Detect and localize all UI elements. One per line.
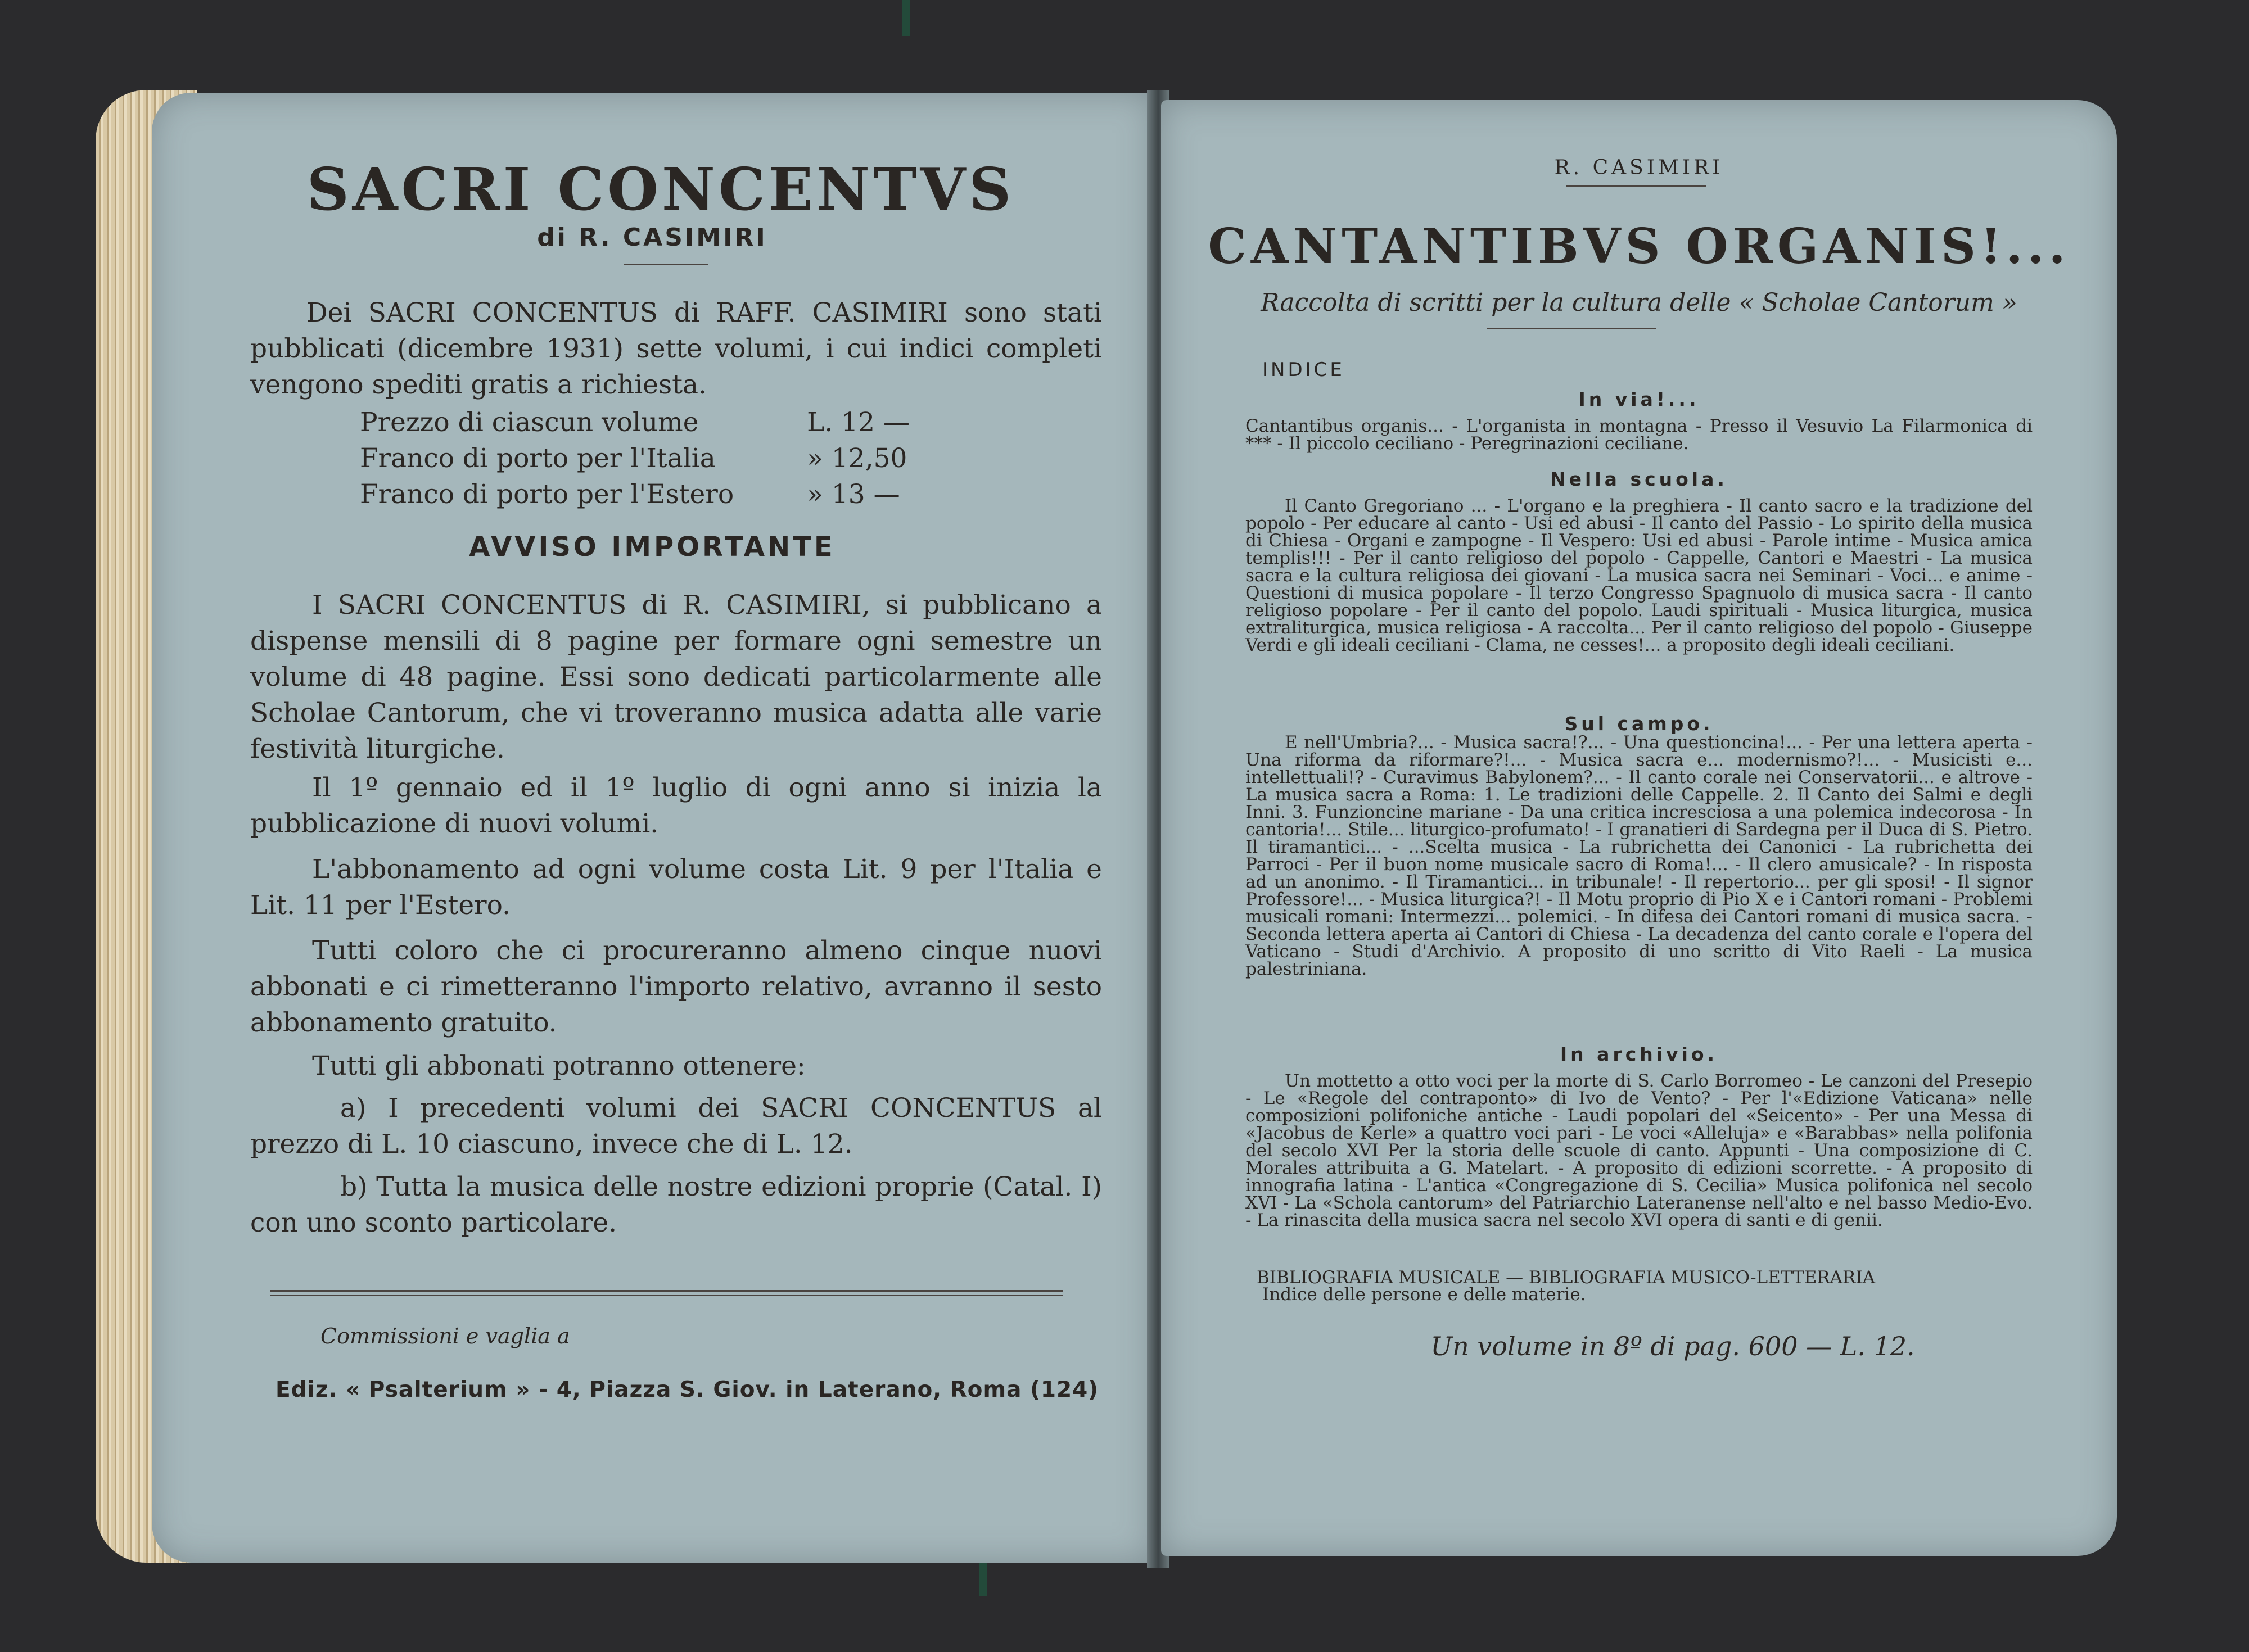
section-text: Un mottetto a otto voci per la morte di S. Carlo Borromeo - Le canzoni del Presepio - Le «Regole del contraponto» di Ivo de Vento? - Per l'«Edizione Vaticana» nelle composizioni polifoniche antiche - Laudi popolari del «Seicento» - Per una Messa di «Jacobus de Kerle» a quattro voci pari - Le voci «Alleluja» e «Barabbas» nella polifonia del secolo XVI Per la storia delle scuole di canto. Appunti - Una composizione di C. Morales attribuita a G. Matelart. - A proposito di edizioni scorrette. - A proposito di innografia latina - L'antica «Congregazione di S. Cecilia» Musica polifonica nel secolo XVI - La «Schola cantorum» del Patriarchio Lateranense nell'alto e nel basso Medio-Evo. - La rinascita della musica sacra nel secolo XVI opera di santi e di genii. xyxy=(1245,1071,2033,1230)
left-title: SACRI CONCENTVS xyxy=(306,155,1015,224)
indice-persone-line: Indice delle persone e delle materie. xyxy=(1262,1284,1586,1305)
price-value: » 13 — xyxy=(807,479,900,510)
item-b: b) Tutta la musica delle nostre edizioni proprie (Catal. I) con uno sconto particolare. xyxy=(250,1171,1102,1238)
left-page xyxy=(152,93,1153,1563)
price-table xyxy=(360,405,910,513)
section-heading: Sul campo. xyxy=(1564,713,1714,735)
paragraph-ottenere: Tutti gli abbonati potranno ottenere: xyxy=(312,1051,806,1081)
section-text: Il Canto Gregoriano ... - L'organo e la preghiera - Il canto sacro e la tradizione del popolo - Per educare al canto - Usi ed abusi - Il canto del Passio - Lo spirito della musica di Chiesa - Organi e zampogne - Il Vespero: Usi ed abusi - Parole intime - Musica amica templis!!! - Per il canto religioso del popolo - Cappelle, Cantori e Maestri - La musica sacra e la cultura religiosa dei giovani - La musica sacra nei Seminari - Voci... e anime - Questioni di musica popolare - Il terzo Congresso Spagnuolo di musica sacra - Il canto religioso popolare - Per il canto del popolo. Laudi spirituali - Musica liturgica, musica extraliturgica, musica religiosa - A raccolta... Per il canto religioso del popolo - Giuseppe Verdi e gli ideali ceciliani - Clama, ne cesses!... a proposito degli ideali ceciliani. xyxy=(1245,496,2033,655)
commissioni-label: Commissioni e vaglia a xyxy=(320,1324,570,1348)
subtitle-rule xyxy=(1487,328,1656,329)
price-row xyxy=(360,477,910,513)
bookmark-ribbon-top xyxy=(902,0,910,36)
item-a: a) I precedenti volumi dei SACRI CONCENTUS al prezzo di L. 10 ciascuno, invece che di L. 12. xyxy=(250,1093,1102,1160)
price-row xyxy=(360,405,910,441)
bookmark-ribbon-bottom xyxy=(979,1563,987,1596)
price-row xyxy=(360,441,910,477)
section-heading: Nella scuola. xyxy=(1550,468,1728,490)
double-rule xyxy=(270,1290,1063,1296)
price-label: Franco di porto per l'Italia xyxy=(360,443,716,474)
right-page xyxy=(1161,100,2117,1556)
volume-info: Un volume in 8º di pag. 600 — L. 12. xyxy=(1430,1331,1915,1361)
section-text: Cantantibus organis... - L'organista in montagna - Presso il Vesuvio La Filarmonica di *** - Il piccolo ceciliano - Peregrinazioni ceciliane. xyxy=(1245,416,2033,454)
left-subtitle: di R. CASIMIRI xyxy=(537,223,767,252)
section-heading: In archivio. xyxy=(1560,1043,1718,1065)
title-rule xyxy=(624,264,708,265)
avviso-heading: AVVISO IMPORTANTE xyxy=(469,531,836,563)
price-value: L. 12 — xyxy=(807,407,910,438)
paragraph-gennaio: Il 1º gennaio ed il 1º luglio di ogni anno si inizia la pubblicazione di nuovi volumi. xyxy=(250,772,1102,839)
intro-paragraph: Dei SACRI CONCENTUS di RAFF. CASIMIRI sono stati pubblicati (dicembre 1931) sette volumi, i cui indici completi vengono spediti gratis a richiesta. xyxy=(250,297,1102,400)
paragraph-abbonamento: L'abbonamento ad ogni volume costa Lit. 9 per l'Italia e Lit. 11 per l'Estero. xyxy=(250,854,1102,921)
price-label: Franco di porto per l'Estero xyxy=(360,479,734,510)
publisher-address: Ediz. « Psalterium » - 4, Piazza S. Giov. in Laterano, Roma (124) xyxy=(276,1377,1099,1402)
right-title: CANTANTIBVS ORGANIS!... xyxy=(1208,218,2070,275)
price-value: » 12,50 xyxy=(807,443,907,474)
section-text: E nell'Umbria?... - Musica sacra!?... - Una questioncina!... - Per una lettera aperta - Una riforma da riformare?!... - Musica sacra e... modernismo?!... - Musicisti e... intellettuali!? - Curavimus Babylonem?... - Il canto corale nei Conservatorii... e altrove - La musica sacra a Roma: 1. Le tradizioni delle Cappelle. 2. Il Canto dei Salmi e degli Inni. 3. Funzioncine mariane - Da una critica incresciosa a una polemica indecorosa - In cantoria!... Stile... liturgico-profumato! - I granatieri di Sardegna per il Duca di S. Pietro. Il tiramantici... - ...Scelta musica - La rubrichetta dei Canonici - La rubrichetta dei Parroci - Per il buon nome musicale sacro di Roma!... - Il clero amusicale? - In risposta ad un anonimo. - Il Tiramantici... in tribunale! - Il repertorio... per gli sposi! - Il signor Professore!... - Musica liturgica?! - Il Motu proprio di Pio X e i Cantori romani - Problemi musicali romani: Intermezzi... polemici. - In difesa dei Cantori romani di musica sacra. - Seconda lettera aperta ai Cantori di Chiesa - La decadenza del canto corale e l'opera del Vaticano - Studi d'Archivio. A proposito di uno scritto di Vito Raeli - La musica palestriniana. xyxy=(1245,732,2033,979)
paragraph-cinque: Tutti coloro che ci procureranno almeno cinque nuovi abbonati e ci rimetteranno l'importo relativo, avranno il sesto abbonamento gratuito. xyxy=(250,935,1102,1038)
indice-label: INDICE xyxy=(1262,359,1345,381)
paragraph-dispense: I SACRI CONCENTUS di R. CASIMIRI, si pubblicano a dispense mensili di 8 pagine per formare ogni semestre un volume di 48 pagine. Essi sono dedicati particolarmente alle Scholae Cantorum, che vi troveranno musica adatta alle varie festività liturgiche. xyxy=(250,590,1102,764)
bibliografia-line: BIBLIOGRAFIA MUSICALE — BIBLIOGRAFIA MUSICO-LETTERARIA xyxy=(1257,1268,1876,1288)
right-author: R. CASIMIRI xyxy=(1554,156,1724,179)
price-label: Prezzo di ciascun volume xyxy=(360,407,699,438)
right-subtitle: Raccolta di scritti per la cultura delle « Scholae Cantorum » xyxy=(1261,288,2017,317)
author-rule xyxy=(1566,185,1706,187)
section-heading: In via!... xyxy=(1578,388,1700,410)
